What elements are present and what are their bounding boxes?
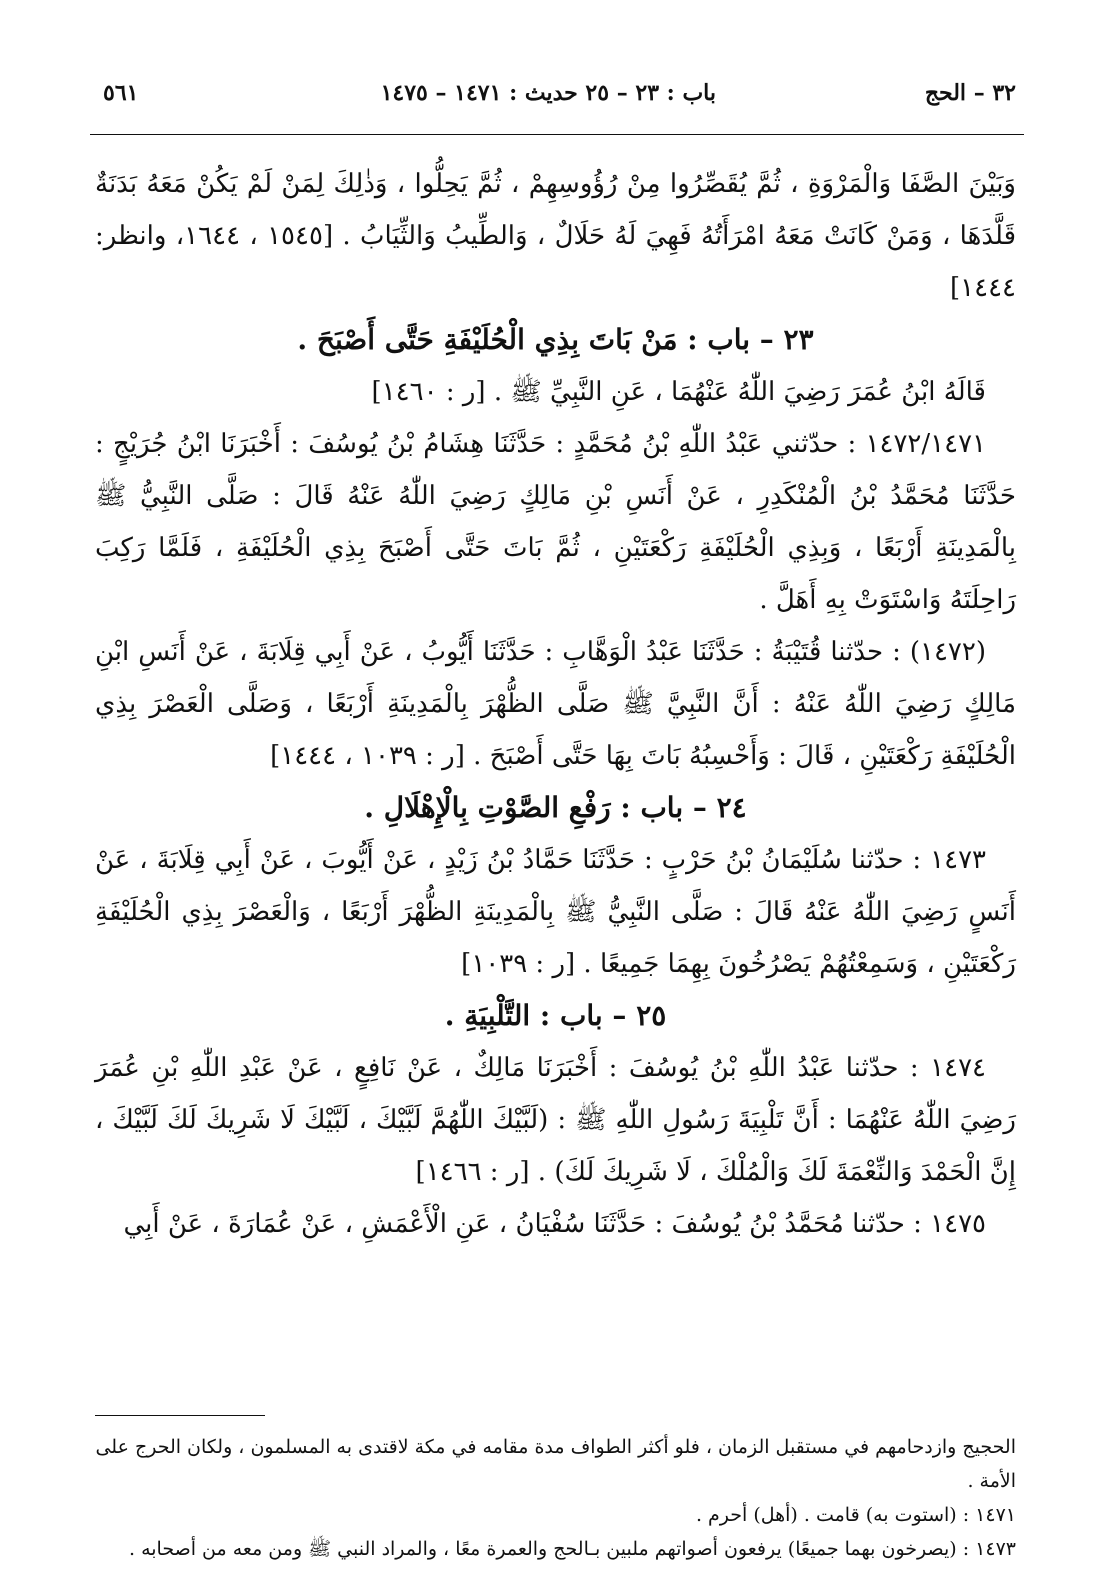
hadith-paragraph: ١٤٧٤ : حدّثنا عَبْدُ اللّٰهِ بْنُ يُوسُفَ : أَخْبَرَنَا مَالِكٌ ، عَنْ نَافِعٍ ، عَنْ عَبْدِ اللّٰهِ بْنِ عُمَرَ رَضِيَ اللّٰهُ عَنْهُمَا : أَنَّ تَلْبِيَةَ رَسُولِ اللّٰهِ ﷺ : (لَبَّيْكَ اللّٰهُمَّ لَبَّيْكَ ، لَبَّيْكَ لَا شَرِيكَ لَكَ لَبَّيْكَ ، إِنَّ الْحَمْدَ وَالنِّعْمَةَ لَكَ وَالْمُلْكَ ، لَا شَرِيكَ لَكَ) . [ر : ١٤٦٦] [95,1053,1016,1187]
chapter-heading: ٢٤ – باب : رَفْعِ الصَّوْتِ بِالْإِهْلَالِ . [364,791,747,824]
footnote: ١٤٧٣ : (يصرخون بهما جميعًا) يرفعون أصواتهم ملبين بـالحج والعمرة معًا ، والمراد النبي ﷺ ومن معه من أصحابه . [129,1538,1016,1560]
hadith-paragraph: ١٤٧٣ : حدّثنا سُلَيْمَانُ بْنُ حَرْبٍ : حَدَّثَنَا حَمَّادُ بْنُ زَيْدٍ ، عَنْ أَيُّوبَ ، عَنْ أَبِي قِلَابَةَ ، عَنْ أَنَسٍ رَضِيَ اللّٰهُ عَنْهُ قَالَ : صَلَّى النَّبِيُّ ﷺ بِالْمَدِينَةِ الظُّهْرَ أَرْبَعًا ، وَالْعَصْرَ بِذِي الْحُلَيْفَةِ رَكْعَتَيْنِ ، وَسَمِعْتُهُمْ يَصْرُخُونَ بِهِمَا جَمِيعًا . [ر : ١٠٣٩] [95,845,1016,979]
text-paragraph: وَبَيْنَ الصَّفَا وَالْمَرْوَةِ ، ثُمَّ يُقَصِّرُوا مِنْ رُؤُوسِهِمْ ، ثُمَّ يَحِلُّوا ، وَذٰلِكَ لِمَنْ لَمْ يَكُنْ مَعَهُ بَدَنَةٌ قَلَّدَهَا ، وَمَنْ كَانَتْ مَعَهُ امْرَأَتُهُ فَهِيَ لَهُ حَلَالٌ ، وَالطِّيبُ وَالثِّيَابُ . [١٥٤٥ ، ١٦٤٤، وانظر: ١٤٤٤] [95,169,1017,303]
hadith-paragraph: ١٤٧٢/١٤٧١ : حدّثني عَبْدُ اللّٰهِ بْنُ مُحَمَّدٍ : حَدَّثَنَا هِشَامُ بْنُ يُوسُفَ : أَخْبَرَنَا ابْنُ جُرَيْجٍ : حَدَّثَنَا مُحَمَّدُ بْنُ الْمُنْكَدِرِ ، عَنْ أَنَسِ بْنِ مَالِكٍ رَضِيَ اللّٰهُ عَنْهُ قَالَ : صَلَّى النَّبِيُّ ﷺ بِالْمَدِينَةِ أَرْبَعًا ، وَبِذِي الْحُلَيْفَةِ رَكْعَتَيْنِ ، ثُمَّ بَاتَ حَتَّى أَصْبَحَ بِذِي الْحُلَيْفَةِ ، فَلَمَّا رَكِبَ رَاحِلَتَهُ وَاسْتَوَتْ بِهِ أَهَلَّ . [95,429,1016,615]
footnote: الحجيج وازدحامهم في مستقبل الزمان ، فلو أكثر الطواف مدة مقامه في مكة لاقتدى به المسلمون ، ولكان الحرج على الأمة . [95,1436,1016,1492]
footnote-divider [95,1415,265,1416]
hadith-paragraph: (١٤٧٢) : حدّثنا قُتَيْبَةُ : حَدَّثَنَا عَبْدُ الْوَهَّابِ : حَدَّثَنَا أَيُّوبُ ، عَنْ أَبِي قِلَابَةَ ، عَنْ أَنَسِ ابْنِ مَالِكٍ رَضِيَ اللّٰهُ عَنْهُ : أَنَّ النَّبِيَّ ﷺ صَلَّى الظُّهْرَ بِالْمَدِينَةِ أَرْبَعًا ، وَصَلَّى الْعَصْرَ بِذِي الْحُلَيْفَةِ رَكْعَتَيْنِ ، قَالَ : وَأَحْسِبُهُ بَاتَ بِهَا حَتَّى أَصْبَحَ . [ر : ١٠٣٩ ، ١٤٤٤] [95,637,1016,771]
text-paragraph: قَالَهُ ابْنُ عُمَرَ رَضِيَ اللّٰهُ عَنْهُمَا ، عَنِ النَّبِيِّ ﷺ . [ر : ١٤٦٠] [371,377,986,407]
hadith-paragraph: ١٤٧٥ : حدّثنا مُحَمَّدُ بْنُ يُوسُفَ : حَدَّثَنَا سُفْيَانُ ، عَنِ الْأَعْمَشِ ، عَنْ عُمَارَةَ ، عَنْ أَبِي [123,1209,986,1239]
book-page [95,80,1016,1567]
running-header [95,80,1016,120]
chapter-range: باب : ٢٣ – ٢٥ حديث : ١٤٧١ – ١٤٧٥ [380,80,716,106]
chapter-heading: ٢٣ – باب : مَنْ بَاتَ بِذِي الْحُلَيْفَةِ حَتَّى أَصْبَحَ . [297,323,814,356]
footnote: ١٤٧١ : (استوت به) قامت . (أهل) أحرم . [695,1504,1016,1526]
page-number: ٥٦١ [103,80,139,106]
chapter-title: ٣٢ – الحج [924,80,1016,106]
footnotes [95,1430,1016,1566]
header-divider [90,134,1024,135]
chapter-heading: ٢٥ – باب : التَّلْبِيَةِ . [444,999,667,1032]
main-text [95,158,1016,1250]
